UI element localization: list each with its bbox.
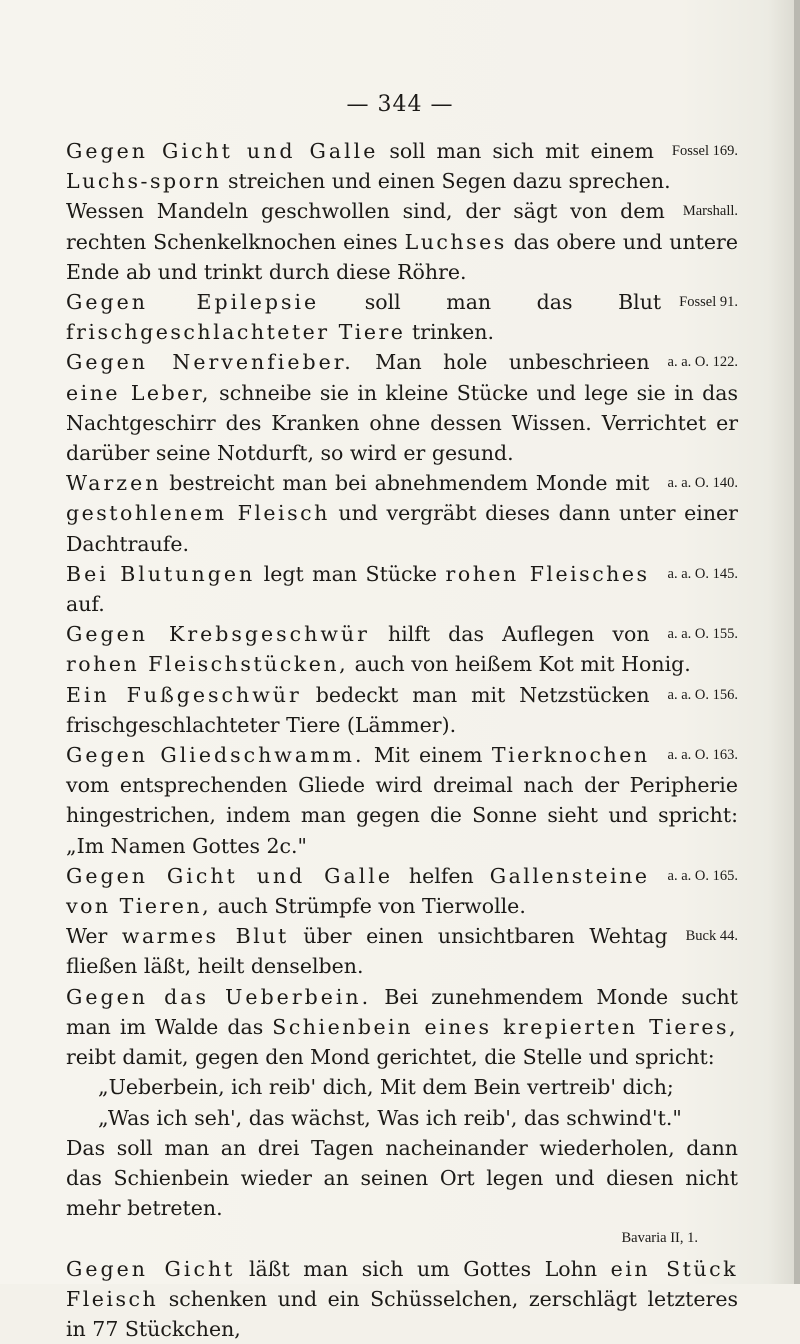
entry: a. a. O. 163. Gegen Gliedschwamm. Mit einem Tierknochen vom entsprechenden Gliede wird dreimal nach der Peripherie hingestrichen, indem man gegen die Sonne sieht und spricht: „Im Namen Gottes 2c." bbox=[66, 740, 738, 861]
entry: a. a. O. 145. Bei Blutungen legt man Stücke rohen Fleisches auf. bbox=[66, 559, 738, 619]
emphasis: rohen Fleisches bbox=[445, 561, 650, 586]
verse-line: „Ueberbein, ich reib' dich, Mit dem Bein vertreib' dich; bbox=[98, 1075, 674, 1100]
entry: Gegen Gicht läßt man sich um Gottes Lohn ein Stück Fleisch schenken und ein Schüsselchen, zerschlägt letzteres in 77 Stückchen, bbox=[66, 1256, 738, 1341]
emphasis: warmes Blut bbox=[121, 924, 289, 949]
entry-heading: Ein Fußgeschwür bbox=[66, 682, 302, 707]
entry: a. a. O. 155. Gegen Krebsgeschwür hilft das Auflegen von rohen Fleischstücken, auch von heißem Kot mit Honig. bbox=[66, 619, 738, 679]
page-body bbox=[66, 136, 738, 1344]
source-citation: a. a. O. 156. bbox=[667, 686, 738, 703]
emphasis: rohen Fleischstücken, bbox=[66, 652, 349, 677]
emphasis: gestohlenem Fleisch bbox=[66, 501, 330, 526]
page-edge bbox=[794, 0, 800, 1284]
entry: Buck 44. Wer warmes Blut über einen unsichtbaren Wehtag fließen läßt, heilt denselben. bbox=[66, 921, 738, 981]
entry: a. a. O. 122. Gegen Nervenfieber. Man hole unbeschrieen eine Leber, schneibe sie in kleine Stücke und lege sie in das Nachtgeschirr des Kranken ohne dessen Wissen. Verrichtet er darüber seine Notdurft, so wird er gesund. bbox=[66, 347, 738, 468]
source-citation: Fossel 169. bbox=[671, 143, 738, 159]
source-citation: a. a. O. 145. bbox=[667, 565, 738, 582]
emphasis: Schienbein eines krepierten Tieres, bbox=[272, 1014, 738, 1039]
entry-heading: Warzen bbox=[66, 471, 162, 496]
entry-heading: Gegen Gicht und Galle bbox=[66, 863, 393, 888]
source-citation: a. a. O. 165. bbox=[667, 867, 738, 884]
emphasis: eine Leber, bbox=[66, 380, 211, 405]
source-citation: Marshall. bbox=[682, 203, 738, 220]
entry: a. a. O. 140. Warzen bestreicht man bei abnehmendem Monde mit gestohlenem Fleisch und vergräbt dieses dann unter einer Dachtraufe. bbox=[66, 468, 738, 559]
entry-heading: Gegen Gliedschwamm. bbox=[66, 743, 365, 768]
entry: Fossel 91. Gegen Epilepsie soll man das Blut frischgeschlachteter Tiere trinken. bbox=[66, 287, 738, 347]
source-citation: a. a. O. 163. bbox=[667, 747, 738, 764]
emphasis: Gallensteine von Tieren, bbox=[66, 863, 650, 919]
entry: a. a. O. 165. Gegen Gicht und Galle helfen Gallensteine von Tieren, auch Strümpfe von Tierwolle. bbox=[66, 861, 738, 921]
page-number: — 344 — bbox=[346, 92, 454, 117]
entry-heading: Gegen Krebsgeschwür bbox=[66, 622, 370, 647]
source-citation: Fossel 91. bbox=[679, 294, 738, 311]
source-citation: a. a. O. 122. bbox=[667, 354, 738, 371]
verse-line: „Was ich seh', das wächst, Was ich reib', das schwind't." bbox=[98, 1105, 682, 1130]
source-citation: Buck 44. bbox=[685, 928, 738, 945]
emphasis: frischgeschlachteter Tiere bbox=[66, 320, 406, 345]
entry-heading: Gegen Nervenfieber. bbox=[66, 350, 354, 375]
entry-heading: Gegen das Ueberbein. bbox=[66, 984, 372, 1009]
emphasis: Luchses bbox=[404, 229, 507, 254]
entry: Fossel 169. Gegen Gicht und Galle soll man sich mit einem Luchs-sporn streichen und einen Segen dazu sprechen. bbox=[66, 136, 738, 196]
entry-heading: Bei Blutungen bbox=[66, 561, 256, 586]
entry: Das soll man an drei Tagen nacheinander wiederholen, dann das Schienbein wieder an seinen Ort legen und diesen nicht mehr betreten. bbox=[66, 1135, 738, 1221]
emphasis: Tierknochen bbox=[491, 743, 650, 768]
source-citation: a. a. O. 155. bbox=[667, 626, 738, 643]
entry: Marshall. Wessen Mandeln geschwollen sind, der sägt von dem rechten Schenkelknochen eines Luchses das obere und untere Ende ab und trinkt durch diese Röhre. bbox=[66, 196, 738, 287]
entry: a. a. O. 156. Ein Fußgeschwür bedeckt man mit Netzstücken frischgeschlachteter Tiere (Lämmer). bbox=[66, 680, 738, 740]
entry: Gegen das Ueberbein. Bei zunehmendem Monde sucht man im Walde das Schienbein eines krepierten Tieres, reibt damit, gegen den Mond gerichtet, die Stelle und spricht: bbox=[66, 984, 739, 1070]
entry-heading: Gegen Epilepsie bbox=[66, 290, 320, 315]
emphasis: ein Stück Fleisch bbox=[66, 1256, 738, 1311]
emphasis: Luchs-sporn bbox=[66, 169, 222, 194]
source-citation: a. a. O. 140. bbox=[667, 475, 738, 492]
entry-heading: Gegen Gicht bbox=[66, 1256, 236, 1281]
entry-heading: Gegen Gicht und Galle bbox=[66, 139, 379, 163]
source-citation: Bavaria II, 1. bbox=[621, 1230, 698, 1247]
